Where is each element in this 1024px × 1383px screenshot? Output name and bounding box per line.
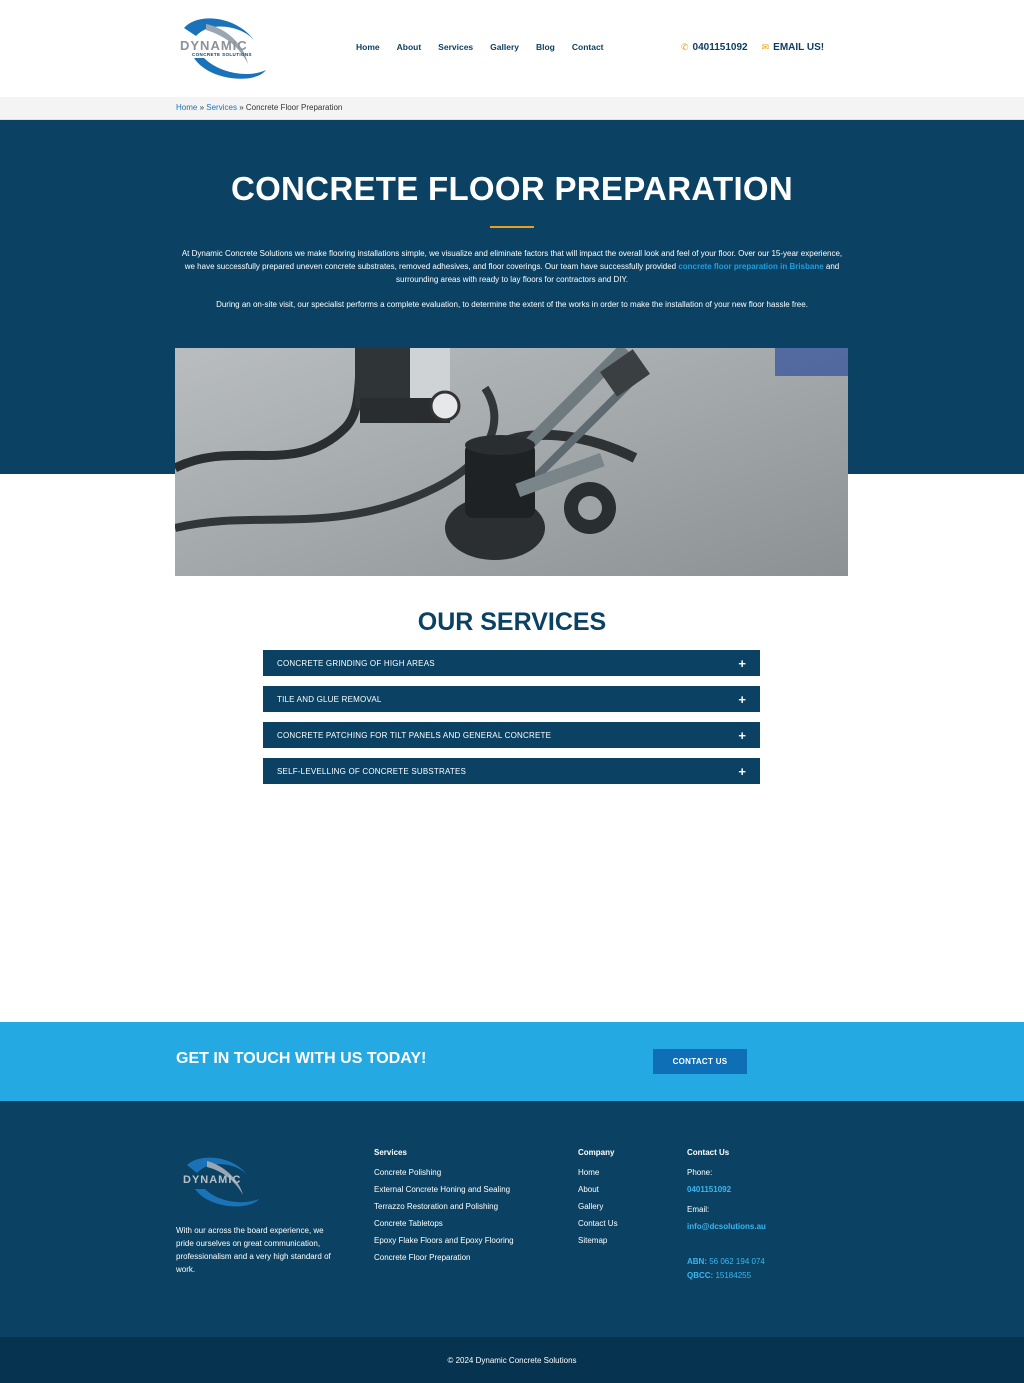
accordion-label: CONCRETE PATCHING FOR TILT PANELS AND GENERAL CONCRETE: [277, 730, 552, 740]
plus-icon[interactable]: +: [738, 727, 746, 743]
services-title: OUR SERVICES: [417, 608, 607, 636]
footer-link-concrete-polishing[interactable]: Concrete Polishing: [374, 1168, 442, 1177]
logo-subtext: CONCRETE SOLUTIONS: [192, 52, 252, 57]
header-contact: [681, 42, 824, 53]
accordion-item-tile-removal[interactable]: [263, 686, 760, 712]
footer-email-link[interactable]: info@dcsolutions.au: [687, 1222, 766, 1231]
footer-link-sitemap[interactable]: Sitemap: [578, 1236, 608, 1245]
footer-link-external-honing[interactable]: External Concrete Honing and Sealing: [374, 1185, 511, 1194]
breadcrumb-separator: »: [199, 103, 205, 112]
nav-services[interactable]: Services: [438, 42, 474, 52]
envelope-icon: ✉: [761, 42, 770, 52]
accordion-item-patching[interactable]: [263, 722, 760, 748]
phone-icon: ✆: [681, 42, 689, 52]
intro-paragraph: [176, 247, 848, 286]
services-accordion: [263, 650, 760, 794]
nav-about[interactable]: About: [396, 42, 422, 52]
plus-icon[interactable]: +: [738, 763, 746, 779]
accordion-label: SELF-LEVELLING OF CONCRETE SUBSTRATES: [277, 766, 467, 776]
copyright-text: © 2024 Dynamic Concrete Solutions: [447, 1355, 577, 1365]
breadcrumb: [0, 97, 1024, 120]
footer-abn: [687, 1257, 766, 1266]
floor-grinder-photo: [175, 348, 848, 576]
footer-phone-label: Phone:: [687, 1168, 713, 1177]
footer-contact-heading: Contact Us: [687, 1148, 730, 1157]
nav-contact[interactable]: Contact: [571, 42, 604, 52]
logo-text: DYNAMIC: [180, 38, 248, 53]
contact-us-button[interactable]: CONTACT US: [653, 1049, 747, 1074]
cta-heading: GET IN TOUCH WITH US TODAY!: [176, 1050, 427, 1067]
plus-icon[interactable]: +: [738, 655, 746, 671]
abn-label: ABN:: [687, 1257, 707, 1266]
header-phone-link[interactable]: 0401151092: [692, 42, 748, 53]
footer-link-about[interactable]: About: [578, 1185, 599, 1194]
breadcrumb-separator: »: [239, 103, 244, 112]
nav-blog[interactable]: Blog: [535, 42, 555, 52]
footer-contact-column: [687, 1148, 766, 1288]
brisbane-service-link[interactable]: concrete floor preparation in Brisbane: [678, 262, 824, 271]
page-title: CONCRETE FLOOR PREPARATION: [230, 170, 794, 207]
accordion-label: TILE AND GLUE REMOVAL: [277, 694, 382, 704]
abn-value: 56 062 194 074: [709, 1257, 765, 1266]
plus-icon[interactable]: +: [738, 691, 746, 707]
footer-link-terrazzo[interactable]: Terrazzo Restoration and Polishing: [374, 1202, 499, 1211]
qbcc-label: QBCC:: [687, 1271, 714, 1280]
site-header: [0, 0, 1024, 97]
footer-logo-text: DYNAMIC: [183, 1174, 242, 1186]
footer-about-text: With our across the board experience, we pride ourselves on great communication, professionalism and a very high standard of work.: [176, 1226, 331, 1274]
accordion-item-grinding[interactable]: [263, 650, 760, 676]
footer-link-gallery[interactable]: Gallery: [578, 1202, 604, 1211]
breadcrumb-current: Concrete Floor Preparation: [245, 103, 343, 112]
footer-link-home[interactable]: Home: [578, 1168, 600, 1177]
intro-text-end: and surrounding areas with ready to lay floors for contractors and DIY.: [396, 262, 840, 284]
footer-link-floor-preparation[interactable]: Concrete Floor Preparation: [374, 1253, 471, 1262]
main-nav: [356, 42, 621, 52]
nav-gallery[interactable]: Gallery: [490, 42, 519, 52]
cta-banner: [0, 1022, 1024, 1101]
site-logo[interactable]: [176, 14, 272, 82]
title-divider: [490, 226, 534, 228]
footer-link-contact-us[interactable]: Contact Us: [578, 1219, 618, 1228]
breadcrumb-services[interactable]: Services: [206, 103, 237, 112]
footer-email-label: Email:: [687, 1205, 710, 1214]
accordion-label: CONCRETE GRINDING OF HIGH AREAS: [277, 658, 435, 668]
nav-home[interactable]: Home: [356, 42, 380, 52]
footer-services-column: [374, 1148, 514, 1270]
evaluation-paragraph: During an on-site visit, our specialist performs a complete evaluation, to determine the extent of the works in order to make the installation of your new floor hassle free.: [216, 300, 808, 309]
intro-text-start: At Dynamic Concrete Solutions we make flooring installations simple, we visualize and eliminate factors that will impact the overall look and feel of your floor. Over our 15-year experience, we have successfully prepared uneven concrete substrates, removed adhesives, and floor coverings. Our team have successfully provided: [181, 249, 843, 271]
footer-link-epoxy[interactable]: Epoxy Flake Floors and Epoxy Flooring: [374, 1236, 514, 1245]
footer-phone-link[interactable]: 0401151092: [687, 1185, 732, 1194]
accordion-item-self-levelling[interactable]: [263, 758, 760, 784]
footer-qbcc: [687, 1271, 766, 1280]
site-footer: [0, 1101, 1024, 1337]
footer-company-column: [578, 1148, 618, 1253]
qbcc-value: 15184255: [715, 1271, 752, 1280]
footer-company-heading: Company: [578, 1148, 615, 1157]
footer-link-tabletops[interactable]: Concrete Tabletops: [374, 1219, 443, 1228]
breadcrumb-home[interactable]: Home: [176, 103, 198, 112]
copyright-bar: [0, 1337, 1024, 1383]
footer-services-heading: Services: [374, 1148, 407, 1157]
footer-logo[interactable]: [181, 1153, 263, 1209]
header-email-link[interactable]: EMAIL US!: [773, 42, 825, 53]
